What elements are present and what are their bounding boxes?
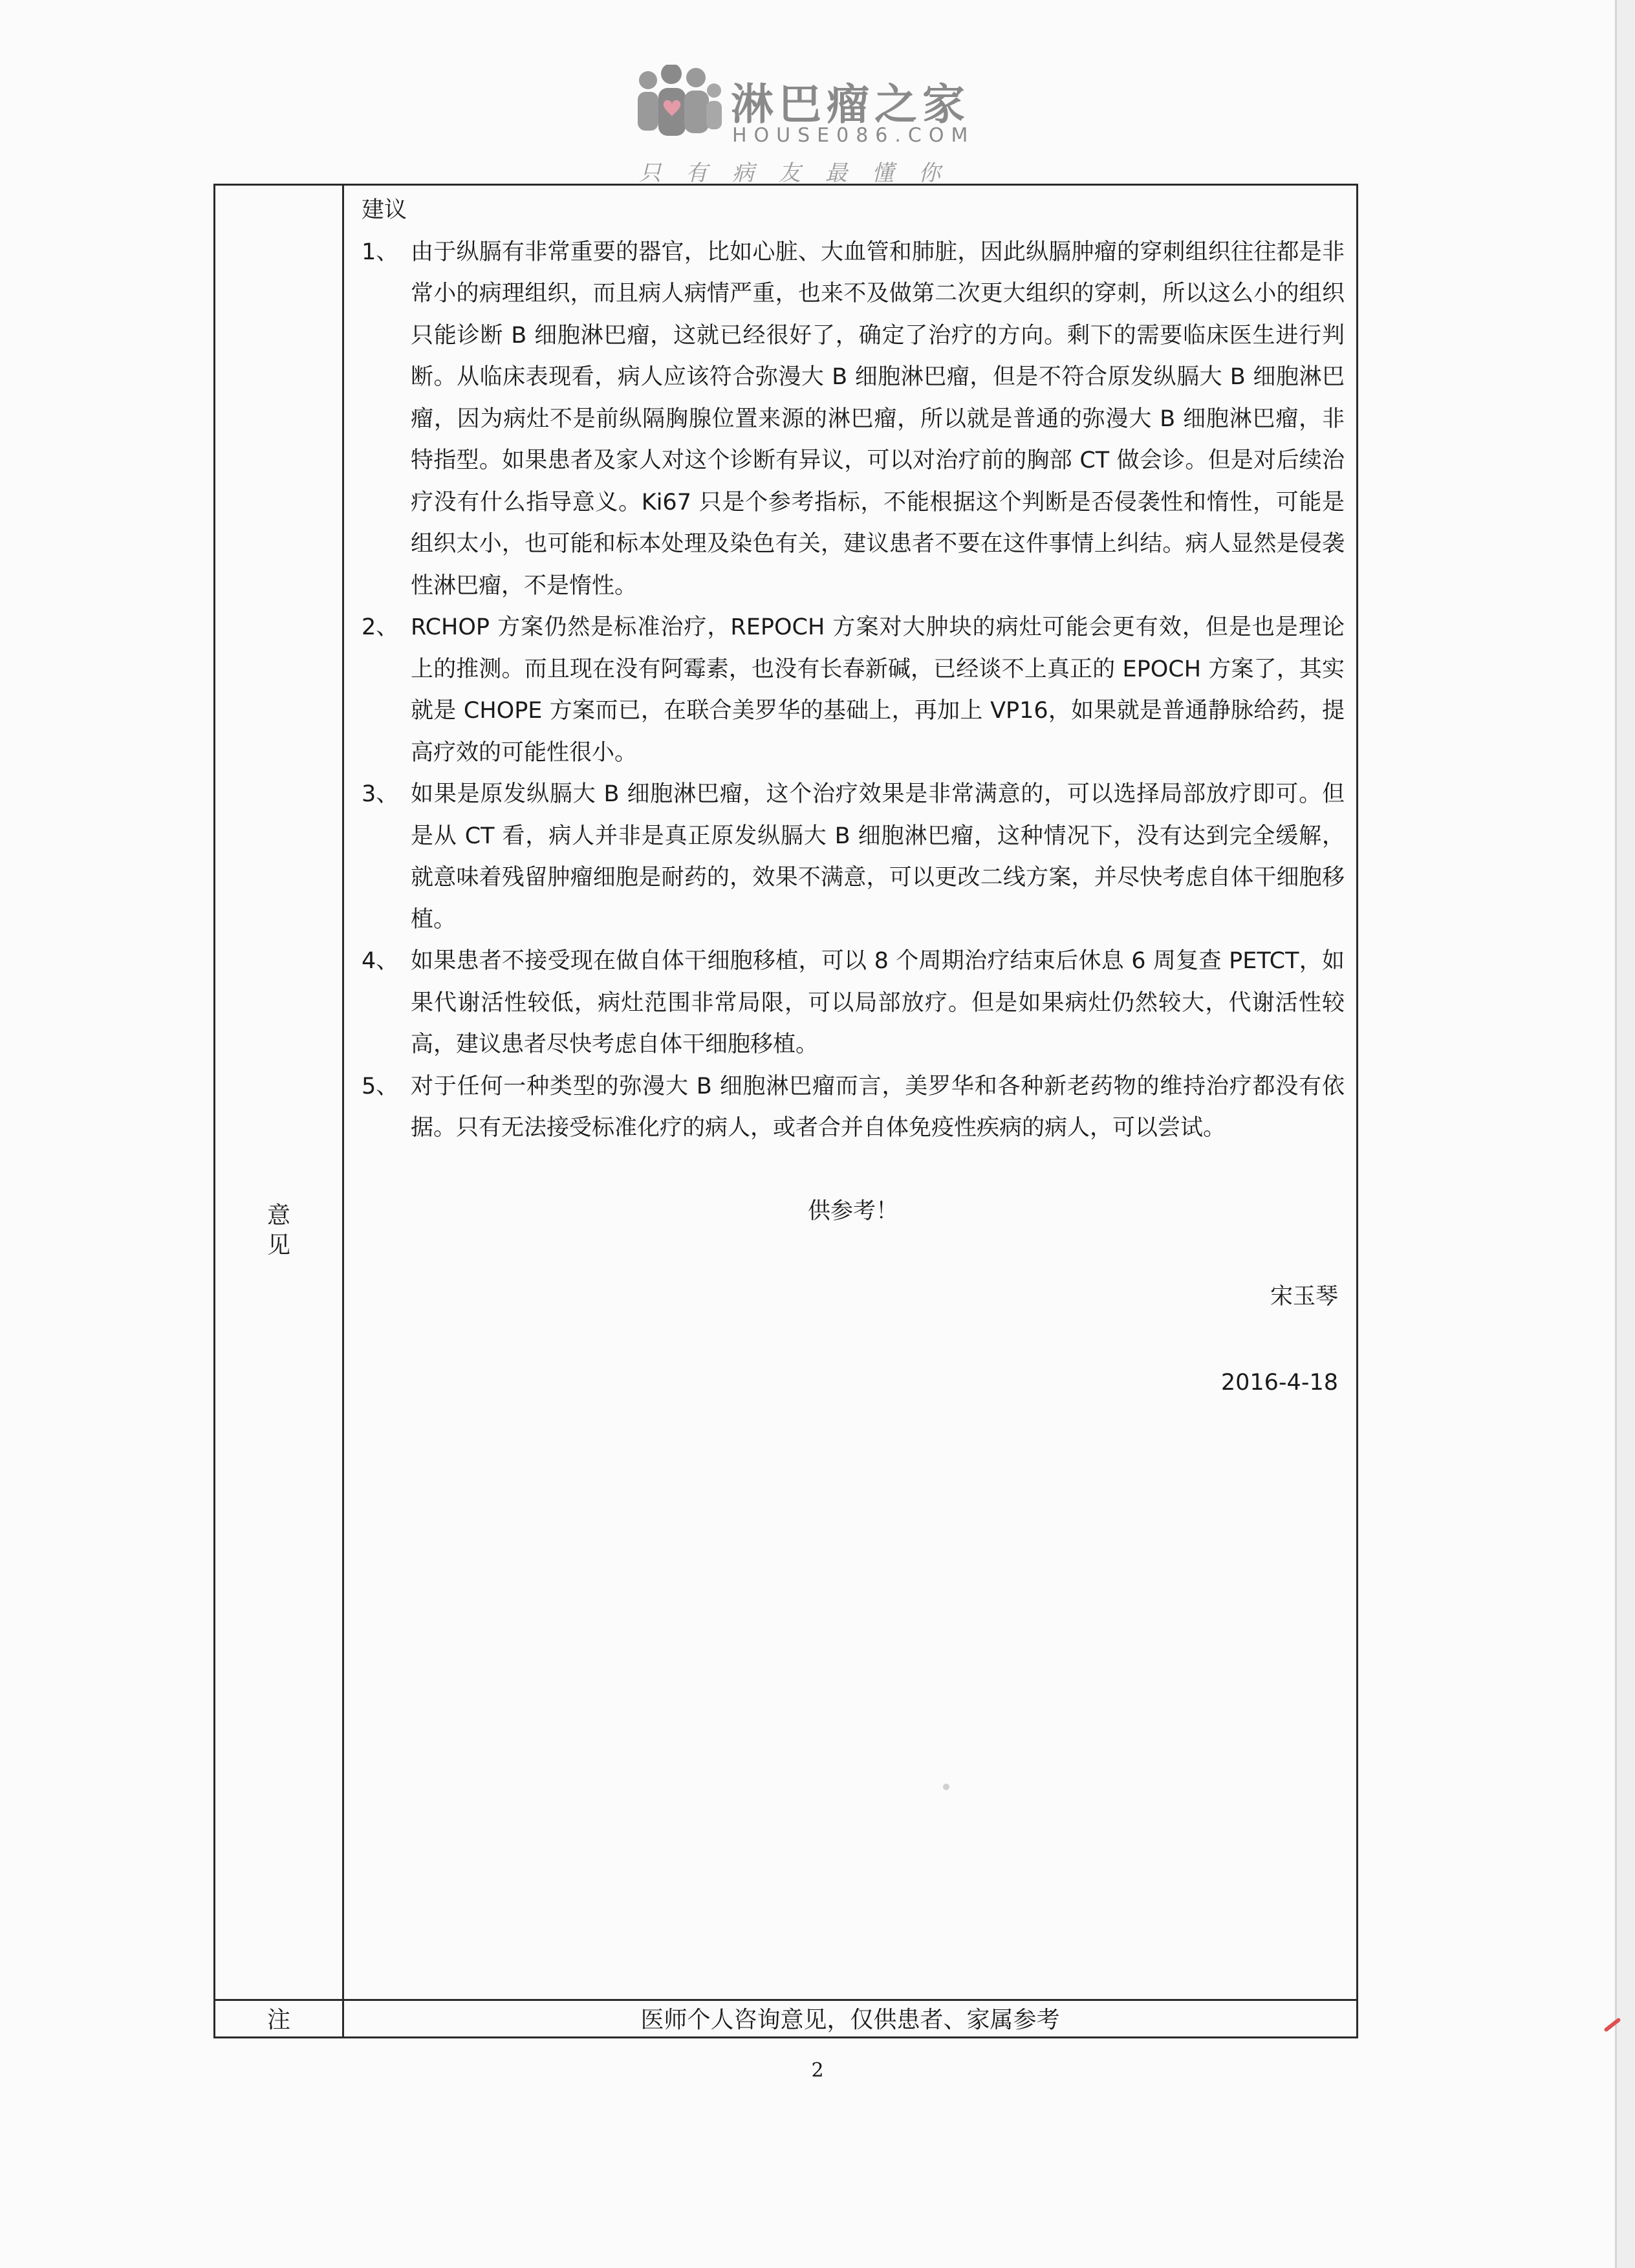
closing-remark: 供参考！ xyxy=(807,1198,898,1224)
item-number: 3、 xyxy=(362,781,399,807)
consultation-form-table xyxy=(213,184,1358,2038)
table-row-divider xyxy=(215,1999,1356,2001)
recommendation-item xyxy=(362,1066,1345,1149)
note-row-label: 注 xyxy=(266,2007,290,2033)
recommendation-item xyxy=(362,232,1345,607)
site-logo xyxy=(634,65,983,188)
people-heart-icon xyxy=(634,65,724,142)
item-text: 如果是原发纵膈大 B 细胞淋巴瘤，这个治疗效果是非常满意的，可以选择局部放疗即可。但是从 CT 看，病人并非是真正原发纵膈大 B 细胞淋巴瘤，这种情况下，没有达到完全缓解，就意味着残留肿瘤细胞是耐药的，效果不满意，可以更改二线方案，并尽快考虑自体干细胞移植。 xyxy=(411,781,1345,933)
item-text: RCHOP 方案仍然是标准治疗，REPOCH 方案对大肿块的病灶可能会更有效，但是也是理论上的推测。而且现在没有阿霉素，也没有长春新碱，已经谈不上真正的 EPOCH 方案了，其实就是 CHOPE 方案而已，在联合美罗华的基础上，再加上 VP16，如果就是普通静脉给药，提高疗效的可能性很小。 xyxy=(411,614,1345,766)
item-number: 5、 xyxy=(362,1073,399,1099)
item-text: 由于纵膈有非常重要的器官，比如心脏、大血管和肺脏，因此纵膈肿瘤的穿刺组织往往都是非常小的病理组织，而且病人病情严重，也来不及做第二次更大组织的穿刺，所以这么小的组织只能诊断 B 细胞淋巴瘤，这就已经很好了，确定了治疗的方向。剩下的需要临床医生进行判断。从临床表现看，病人应该符合弥漫大 B 细胞淋巴瘤，但是不符合原发纵膈大 B 细胞淋巴瘤，因为病灶不是前纵隔胸腺位置来源的淋巴瘤，所以就是普通的弥漫大 B 细胞淋巴瘤，非特指型。如果患者及家人对这个诊断有异议，可以对治疗前的胸部 CT 做会诊。但是对后续治疗没有什么指导意义。Ki67 只是个参考指标，不能根据这个判断是否侵袭性和惰性，可能是组织太小，也可能和标本处理及染色有关，建议患者不要在这件事情上纠结。病人显然是侵袭性淋巴瘤，不是惰性。 xyxy=(411,239,1345,599)
item-text: 如果患者不接受现在做自体干细胞移植，可以 8 个周期治疗结束后休息 6 周复查 PETCT，如果代谢活性较低，病灶范围非常局限，可以局部放疗。但是如果病灶仍然较大，代谢活性较高，建议患者尽快考虑自体干细胞移植。 xyxy=(411,948,1345,1057)
logo-slogan: 只有病友最懂你 xyxy=(639,160,965,186)
doctor-signature: 宋玉琴 xyxy=(1270,1284,1338,1310)
recommendation-item xyxy=(362,940,1345,1066)
section-heading: 建议 xyxy=(362,197,407,223)
item-number: 1、 xyxy=(362,239,399,265)
opinion-row-label xyxy=(215,1201,342,1260)
page-number: 2 xyxy=(811,2059,824,2082)
table-column-divider xyxy=(342,186,344,2036)
note-text: 医师个人咨询意见，仅供患者、家属参考 xyxy=(640,2007,1060,2033)
recommendation-item xyxy=(362,607,1345,773)
opinion-label-char: 意 xyxy=(266,1202,290,1229)
signature-date: 2016-4-18 xyxy=(1220,1369,1338,1396)
scan-edge-line xyxy=(1615,0,1617,2268)
logo-title: 淋巴瘤之家 xyxy=(731,80,970,129)
logo-domain: HOUSE086.COM xyxy=(732,124,975,147)
scan-edge xyxy=(1617,0,1635,2268)
opinion-content xyxy=(362,189,1345,1403)
item-number: 2、 xyxy=(362,614,399,640)
opinion-label-char: 见 xyxy=(266,1232,290,1258)
item-number: 4、 xyxy=(362,948,399,974)
recommendation-item xyxy=(362,773,1345,940)
item-text: 对于任何一种类型的弥漫大 B 细胞淋巴瘤而言，美罗华和各种新老药物的维持治疗都没有依据。只有无法接受标准化疗的病人，或者合并自体免疫性疾病的病人，可以尝试。 xyxy=(411,1073,1345,1141)
